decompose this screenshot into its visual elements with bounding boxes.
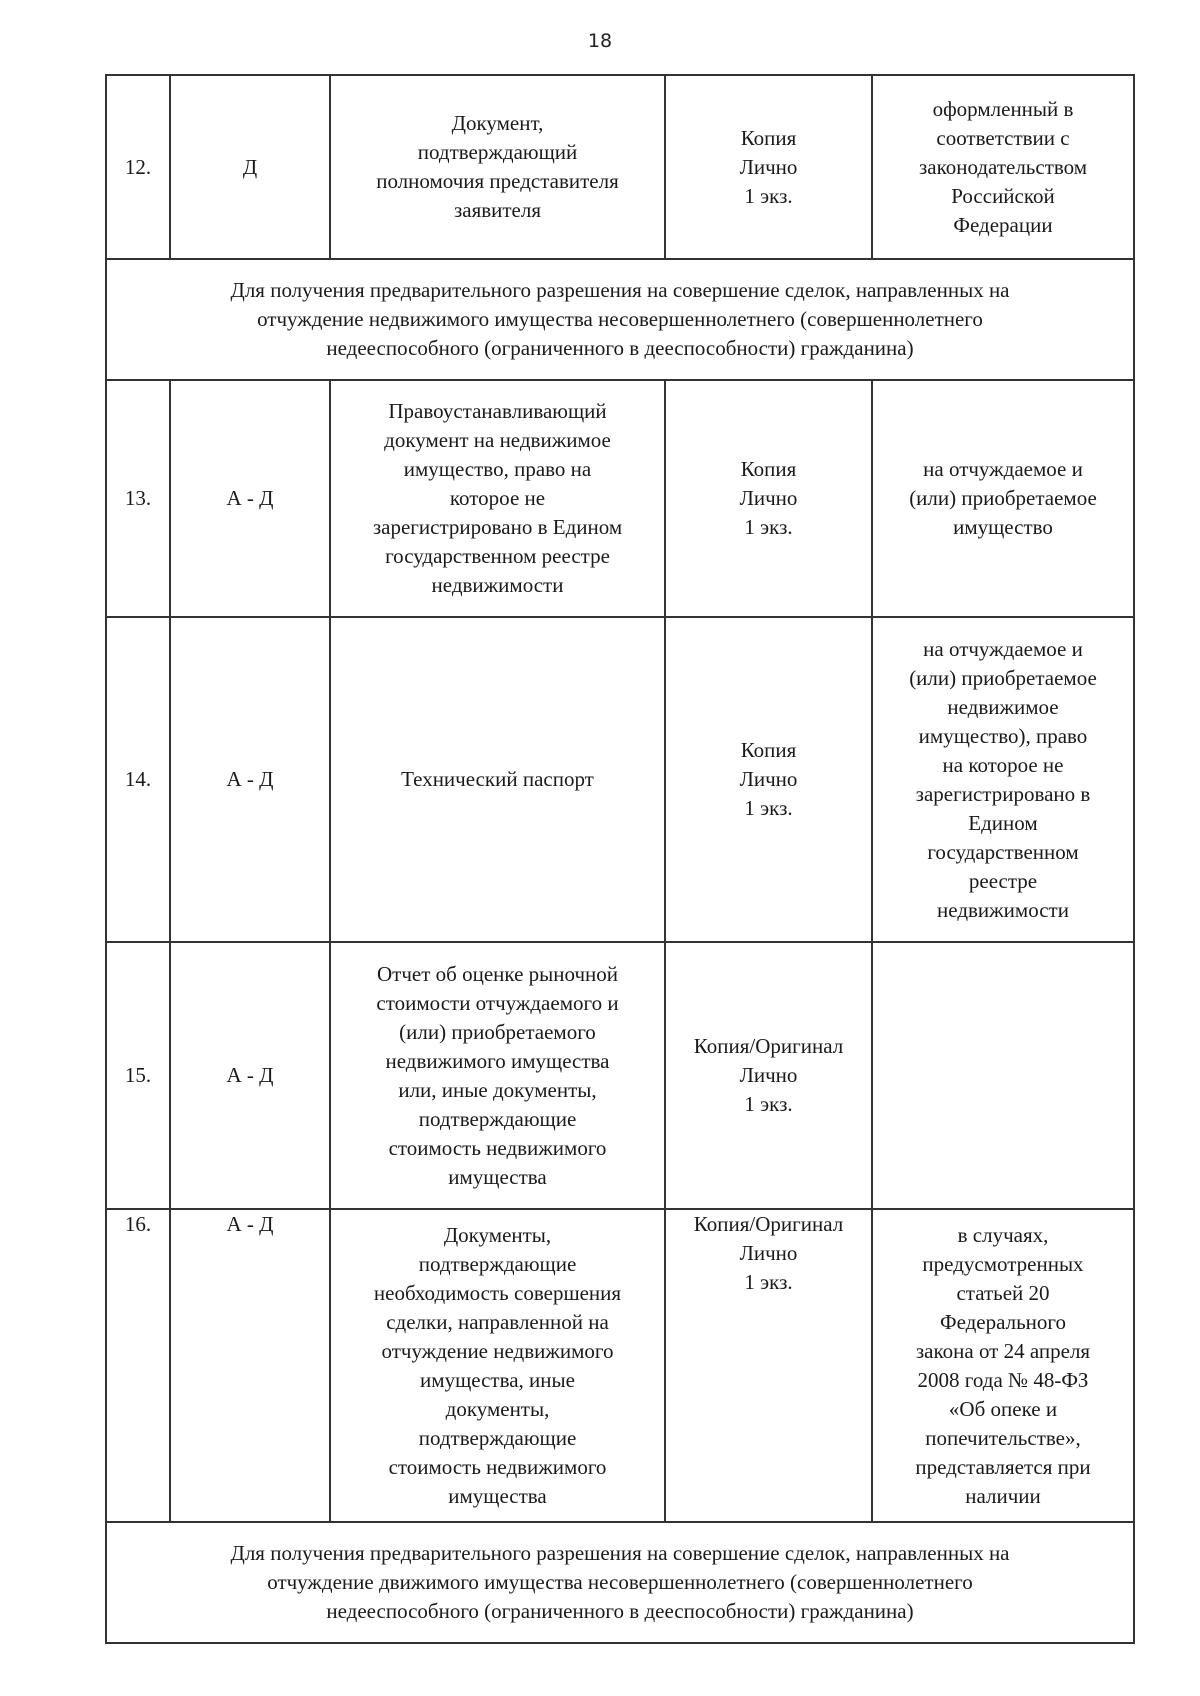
- row-note: на отчуждаемое и (или) приобретаемое имущество: [872, 380, 1134, 617]
- row-number: 15.: [106, 942, 170, 1209]
- row-code: А - Д: [170, 380, 330, 617]
- table-row: [106, 380, 1134, 617]
- section-heading: Для получения предварительного разрешения на совершение сделок, направленных на отчуждение движимого имущества несовершеннолетнего (совершеннолетнего недееспособного (ограниченного в дееспособности) гражданина): [106, 1522, 1134, 1643]
- row-note: в случаях, предусмотренных статьей 20 Федерального закона от 24 апреля 2008 года № 48-ФЗ «Об опеке и попечительстве», представляется при наличии: [872, 1209, 1134, 1522]
- row-note: оформленный в соответствии с законодательством Российской Федерации: [872, 75, 1134, 259]
- row-form: Копия/Оригинал Лично 1 экз.: [665, 942, 872, 1209]
- row-number: 12.: [106, 75, 170, 259]
- row-document: Документ, подтверждающий полномочия представителя заявителя: [330, 75, 665, 259]
- row-document: Документы, подтверждающие необходимость совершения сделки, направленной на отчуждение недвижимого имущества, иные документы, подтверждающие стоимость недвижимого имущества: [330, 1209, 665, 1522]
- row-form: Копия Лично 1 экз.: [665, 75, 872, 259]
- section-row: [106, 1522, 1134, 1643]
- section-heading: Для получения предварительного разрешения на совершение сделок, направленных на отчуждение недвижимого имущества несовершеннолетнего (совершеннолетнего недееспособного (ограниченного в дееспособности) гражданина): [106, 259, 1134, 380]
- table-row: [106, 617, 1134, 942]
- table-row: [106, 1209, 1134, 1522]
- row-code: Д: [170, 75, 330, 259]
- row-document: Правоустанавливающий документ на недвижимое имущество, право на которое не зарегистрировано в Едином государственном реестре недвижимости: [330, 380, 665, 617]
- table-row: [106, 942, 1134, 1209]
- documents-table: [105, 74, 1135, 1644]
- row-code: А - Д: [170, 1209, 330, 1522]
- row-note: на отчуждаемое и (или) приобретаемое недвижимое имущество), право на которое не зарегистрировано в Едином государственном реестре недвижимости: [872, 617, 1134, 942]
- row-form: Копия Лично 1 экз.: [665, 617, 872, 942]
- row-number: 14.: [106, 617, 170, 942]
- row-code: А - Д: [170, 942, 330, 1209]
- row-number: 13.: [106, 380, 170, 617]
- row-form: Копия Лично 1 экз.: [665, 380, 872, 617]
- row-document: Технический паспорт: [330, 617, 665, 942]
- row-number: 16.: [106, 1209, 170, 1522]
- row-note: [872, 942, 1134, 1209]
- row-document: Отчет об оценке рыночной стоимости отчуждаемого и (или) приобретаемого недвижимого имущества или, иные документы, подтверждающие стоимость недвижимого имущества: [330, 942, 665, 1209]
- section-row: [106, 259, 1134, 380]
- page-number: 18: [587, 30, 613, 52]
- table-row: [106, 75, 1134, 259]
- row-form: Копия/Оригинал Лично 1 экз.: [665, 1209, 872, 1522]
- row-code: А - Д: [170, 617, 330, 942]
